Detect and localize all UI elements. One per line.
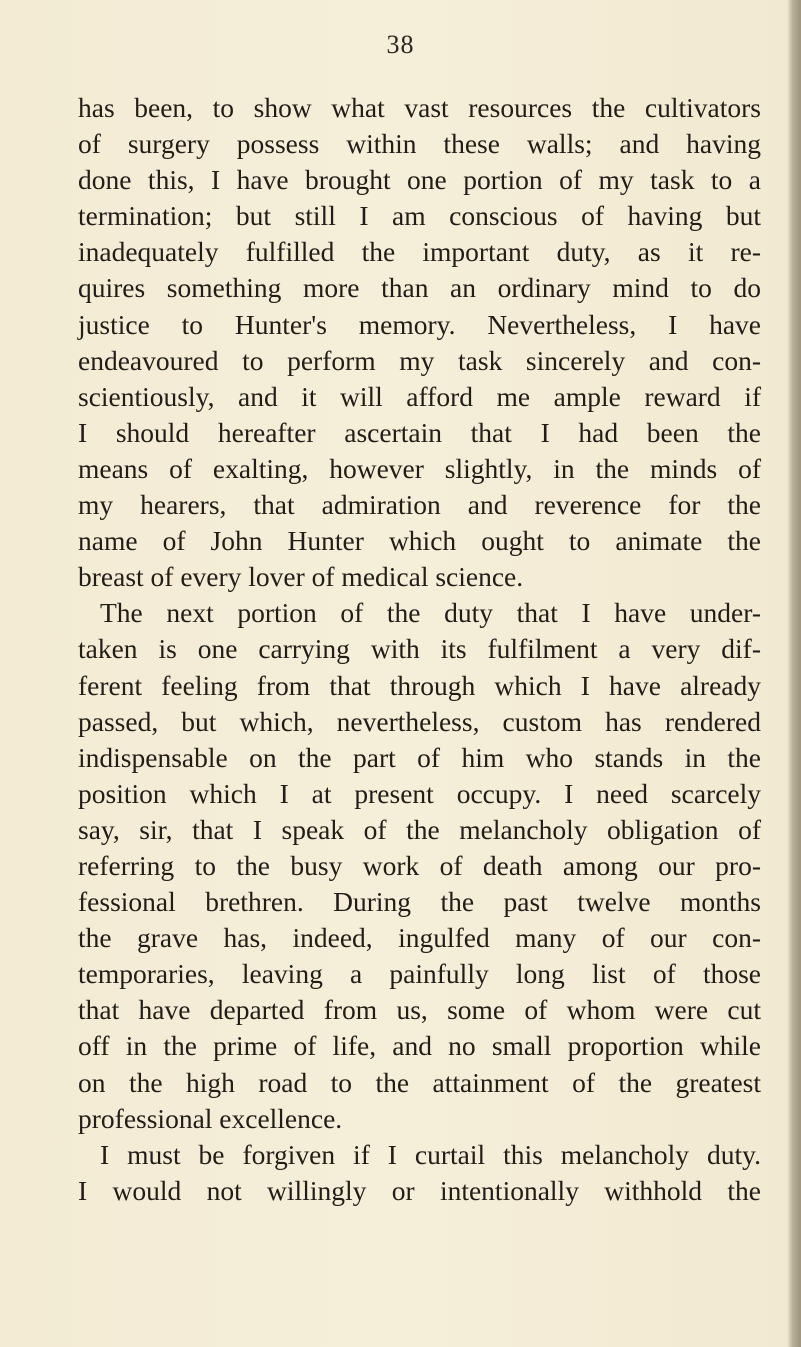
text-line: inadequately fulfilled the important duty, as it re- [78,236,761,268]
text-line: The next portion of the duty that I have under- [100,597,761,629]
page-number: 38 [386,30,415,59]
text-line: I should hereafter ascertain that I had been the [78,416,761,448]
text-line: means of exalting, however slightly, in the minds of [78,452,761,484]
text-line: say, sir, that I speak of the melancholy obligation of [78,813,761,845]
text-line: temporaries, leaving a painfully long list of those [78,958,761,990]
text-line: referring to the busy work of death among our pro- [78,849,761,881]
body-text [78,90,761,1209]
text-line: taken is one carrying with its fulfilment a very dif- [78,633,761,665]
page-edge-shadow [787,0,801,1347]
text-line: fessional brethren. During the past twelve months [78,886,761,918]
text-line: I must be forgiven if I curtail this melancholy duty. [100,1138,761,1170]
text-line: termination; but still I am conscious of having but [78,200,761,232]
text-line: name of John Hunter which ought to animate the [78,525,761,557]
text-line: my hearers, that admiration and reverence for the [78,489,761,521]
text-line: professional excellence. [78,1102,343,1134]
text-line: scientiously, and it will afford me ample reward if [78,380,761,412]
text-line: that have departed from us, some of whom were cut [78,994,761,1026]
text-line: justice to Hunter's memory. Nevertheless, I have [78,308,761,340]
text-line: endeavoured to perform my task sincerely and con- [78,344,761,376]
text-line: passed, but which, nevertheless, custom has rendered [78,705,761,737]
text-line: indispensable on the part of him who stands in the [78,741,761,773]
text-line: the grave has, indeed, ingulfed many of our con- [78,922,761,954]
text-line: of surgery possess within these walls; and having [78,128,761,160]
text-line: quires something more than an ordinary mind to do [78,272,761,304]
text-line: off in the prime of life, and no small proportion while [78,1030,761,1062]
text-line: on the high road to the attainment of the greatest [78,1066,761,1098]
text-line: I would not willingly or intentionally withhold the [78,1174,761,1206]
text-line: ferent feeling from that through which I have already [78,669,761,701]
text-line: done this, I have brought one portion of my task to a [78,164,761,196]
text-line: position which I at present occupy. I need scarcely [78,777,761,809]
text-line: has been, to show what vast resources the cultivators [78,92,761,123]
text-line: breast of every lover of medical science. [78,561,524,593]
